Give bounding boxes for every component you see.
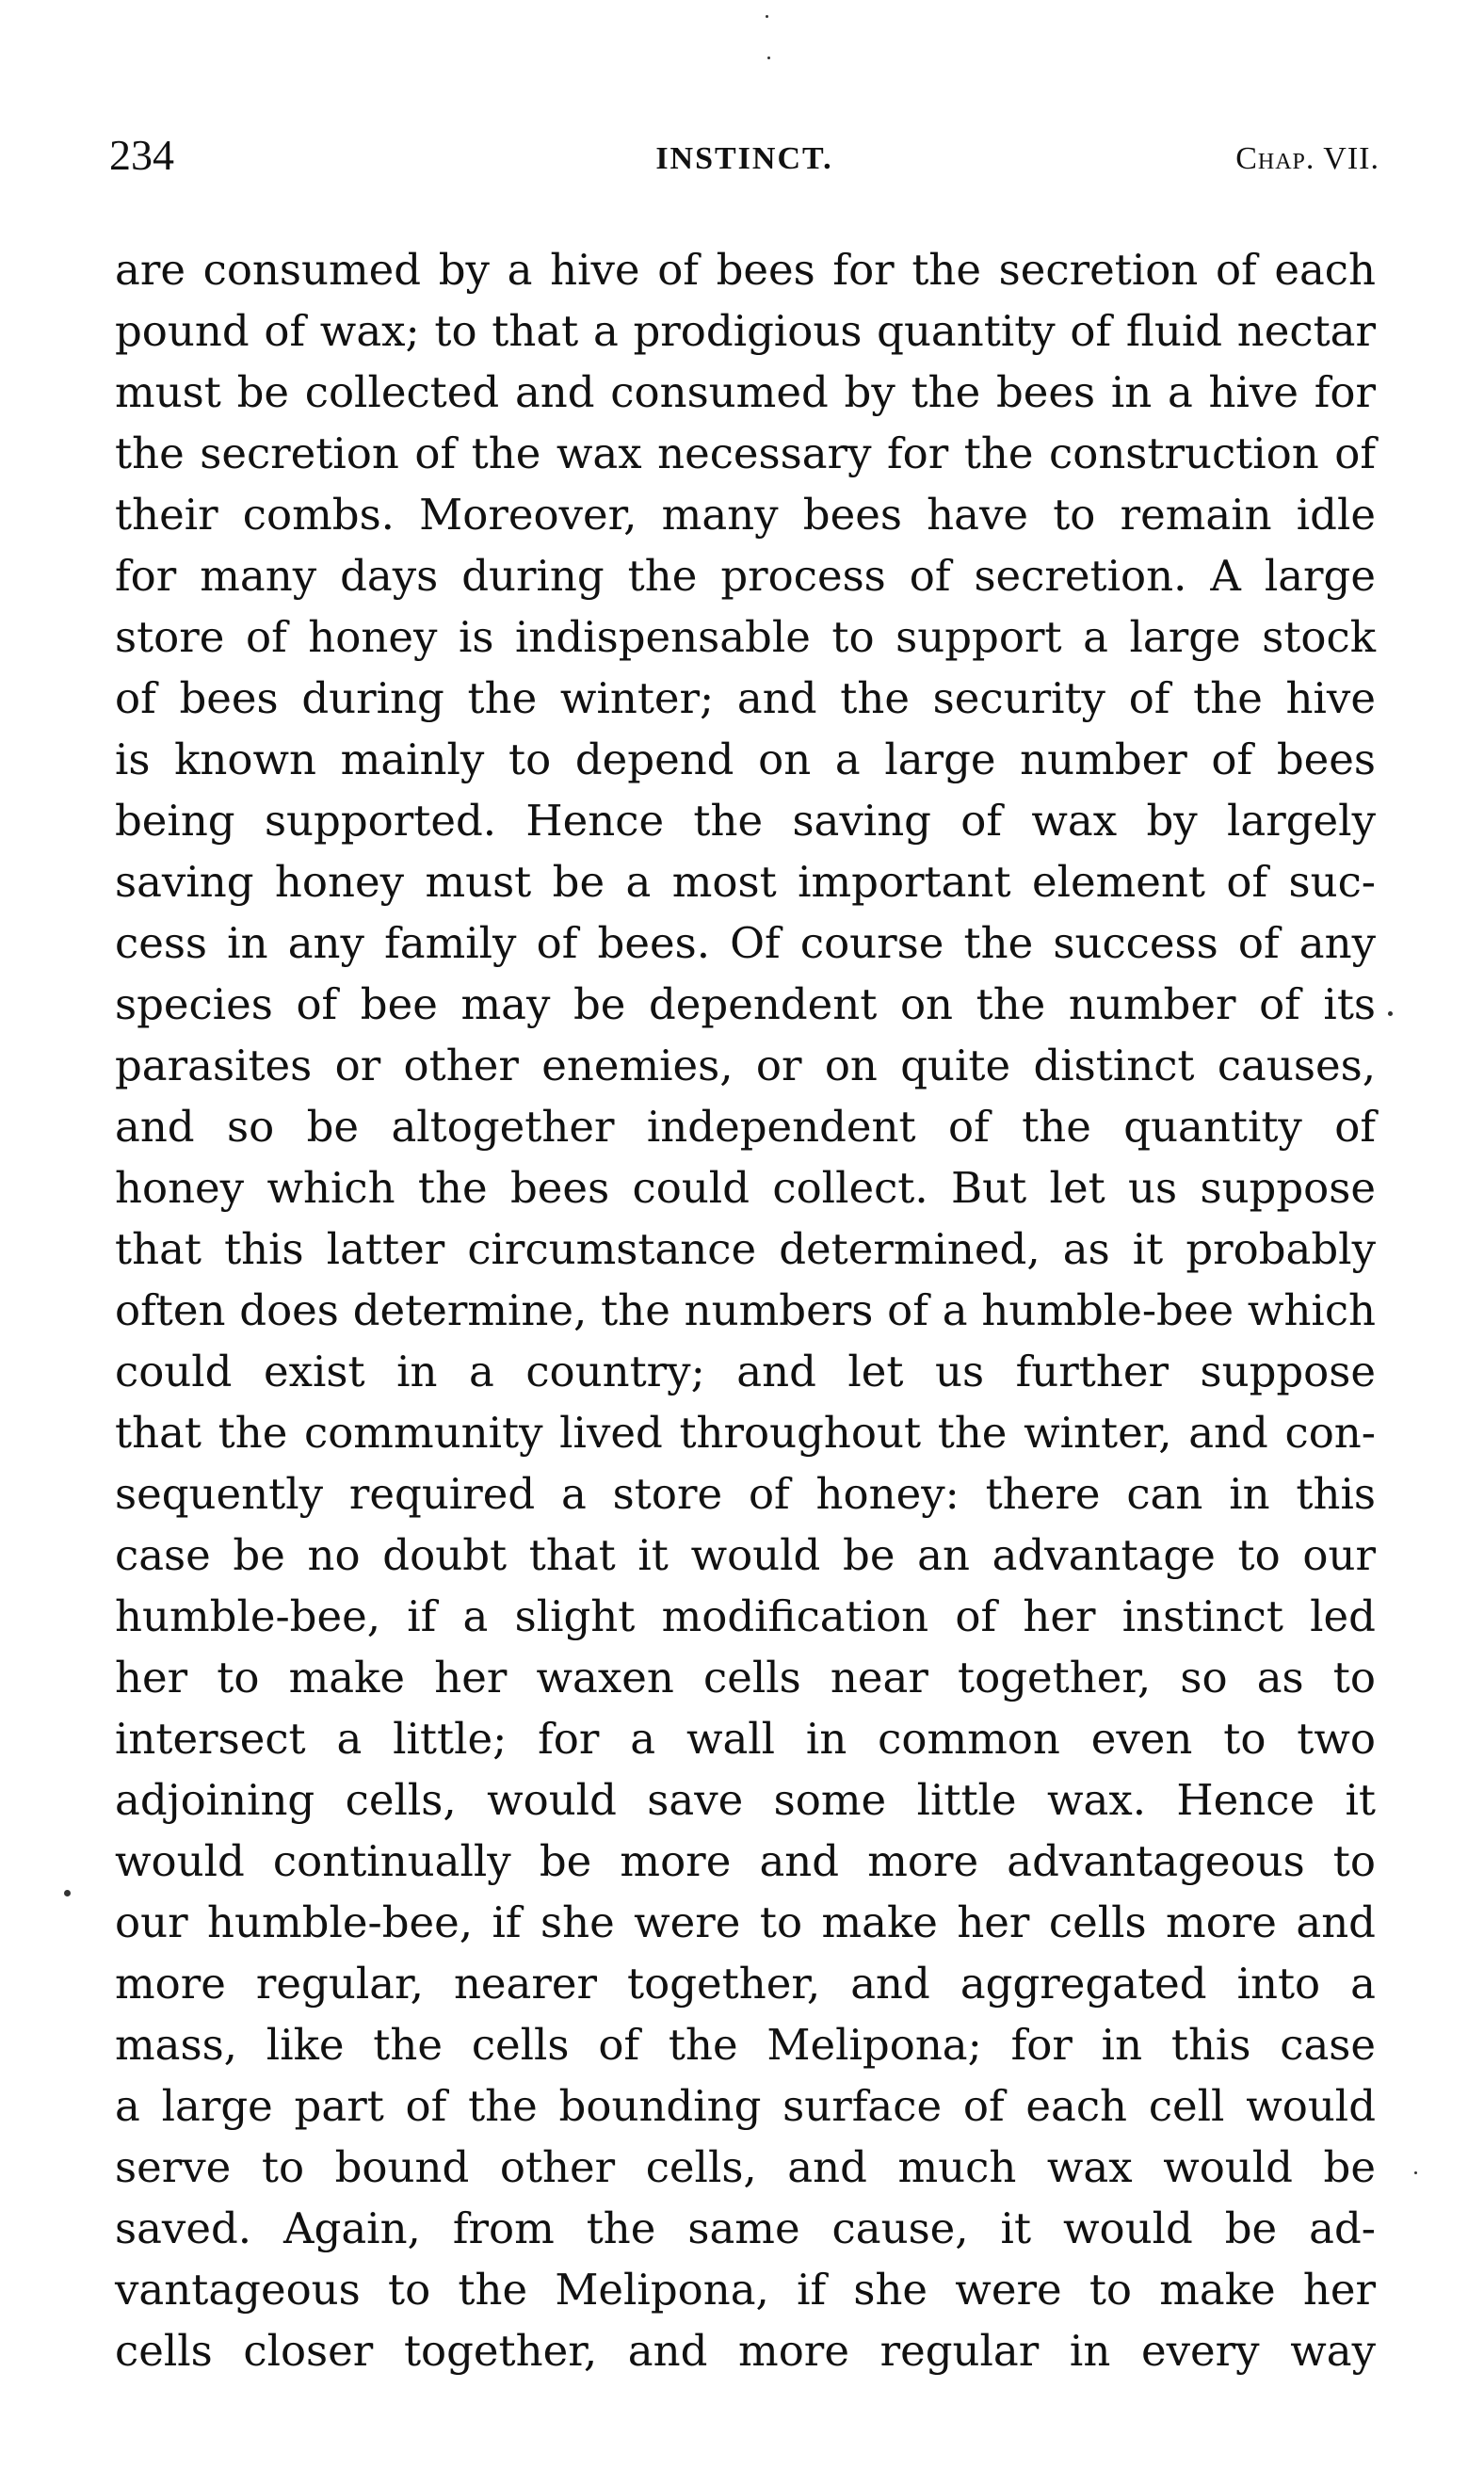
- text-line: parasites or other enemies, or on quite distinct causes,: [115, 1041, 1376, 1090]
- text-line: serve to bound other cells, and much wax would be: [115, 2142, 1376, 2192]
- text-line: species of bee may be dependent on the number of its: [115, 979, 1376, 1029]
- text-line: mass, like the cells of the Melipona; for in this case: [115, 2020, 1376, 2070]
- text-line: case be no doubt that it would be an advantage to our: [115, 1530, 1376, 1580]
- text-line: our humble-bee, if she were to make her cells more and: [115, 1897, 1376, 1947]
- text-line: pound of wax; to that a prodigious quantity of fluid nectar: [115, 306, 1376, 356]
- page-number: 234: [109, 131, 174, 179]
- text-line: would continually be more and more advantageous to: [115, 1836, 1376, 1886]
- text-line: sequently required a store of honey: there can in this: [115, 1469, 1376, 1519]
- text-line: more regular, nearer together, and aggregated into a: [115, 1959, 1376, 2009]
- text-line: the secretion of the wax necessary for the construction of: [115, 428, 1376, 478]
- text-line: saved. Again, from the same cause, it would be ad-: [115, 2203, 1376, 2253]
- running-head: [109, 127, 1379, 184]
- print-speck: [766, 15, 768, 18]
- text-line: must be collected and consumed by the bees in a hive for: [115, 367, 1376, 417]
- text-line: that this latter circumstance determined, as it probably: [115, 1224, 1376, 1274]
- print-speck: [1388, 1011, 1393, 1016]
- print-speck: [64, 1890, 71, 1896]
- text-line: their combs. Moreover, many bees have to remain idle: [115, 490, 1376, 540]
- text-line: adjoining cells, would save some little wax. Hence it: [115, 1775, 1376, 1825]
- text-line: vantageous to the Melipona, if she were to make her: [115, 2265, 1376, 2315]
- text-line: often does determine, the numbers of a humble-bee which: [115, 1285, 1376, 1335]
- text-line: humble-bee, if a slight modification of her instinct led: [115, 1591, 1376, 1641]
- text-line: is known mainly to depend on a large number of bees: [115, 734, 1376, 784]
- text-line: being supported. Hence the saving of wax by largely: [115, 796, 1376, 846]
- text-line: that the community lived throughout the winter, and con-: [115, 1408, 1376, 1458]
- text-line: are consumed by a hive of bees for the secretion of each: [115, 245, 1376, 295]
- print-speck: [1414, 2171, 1417, 2174]
- text-line: cells closer together, and more regular in every way: [115, 2326, 1376, 2376]
- print-speck: [767, 56, 770, 59]
- text-line: intersect a little; for a wall in common even to two: [115, 1714, 1376, 1764]
- text-line: could exist in a country; and let us further suppose: [115, 1347, 1376, 1396]
- body-text: [115, 239, 1376, 2381]
- chapter-label: Chap. VII.: [1235, 141, 1379, 176]
- text-line: honey which the bees could collect. But let us suppose: [115, 1163, 1376, 1213]
- text-line: for many days during the process of secretion. A large: [115, 551, 1376, 601]
- text-line: a large part of the bounding surface of each cell would: [115, 2081, 1376, 2131]
- running-title: INSTINCT.: [655, 141, 833, 176]
- text-line: cess in any family of bees. Of course the success of any: [115, 918, 1376, 968]
- text-line: store of honey is indispensable to support a large stock: [115, 612, 1376, 662]
- text-line: of bees during the winter; and the security of the hive: [115, 673, 1376, 723]
- text-line: her to make her waxen cells near together, so as to: [115, 1653, 1376, 1702]
- text-line: saving honey must be a most important element of suc-: [115, 857, 1376, 907]
- text-line: and so be altogether independent of the quantity of: [115, 1102, 1376, 1152]
